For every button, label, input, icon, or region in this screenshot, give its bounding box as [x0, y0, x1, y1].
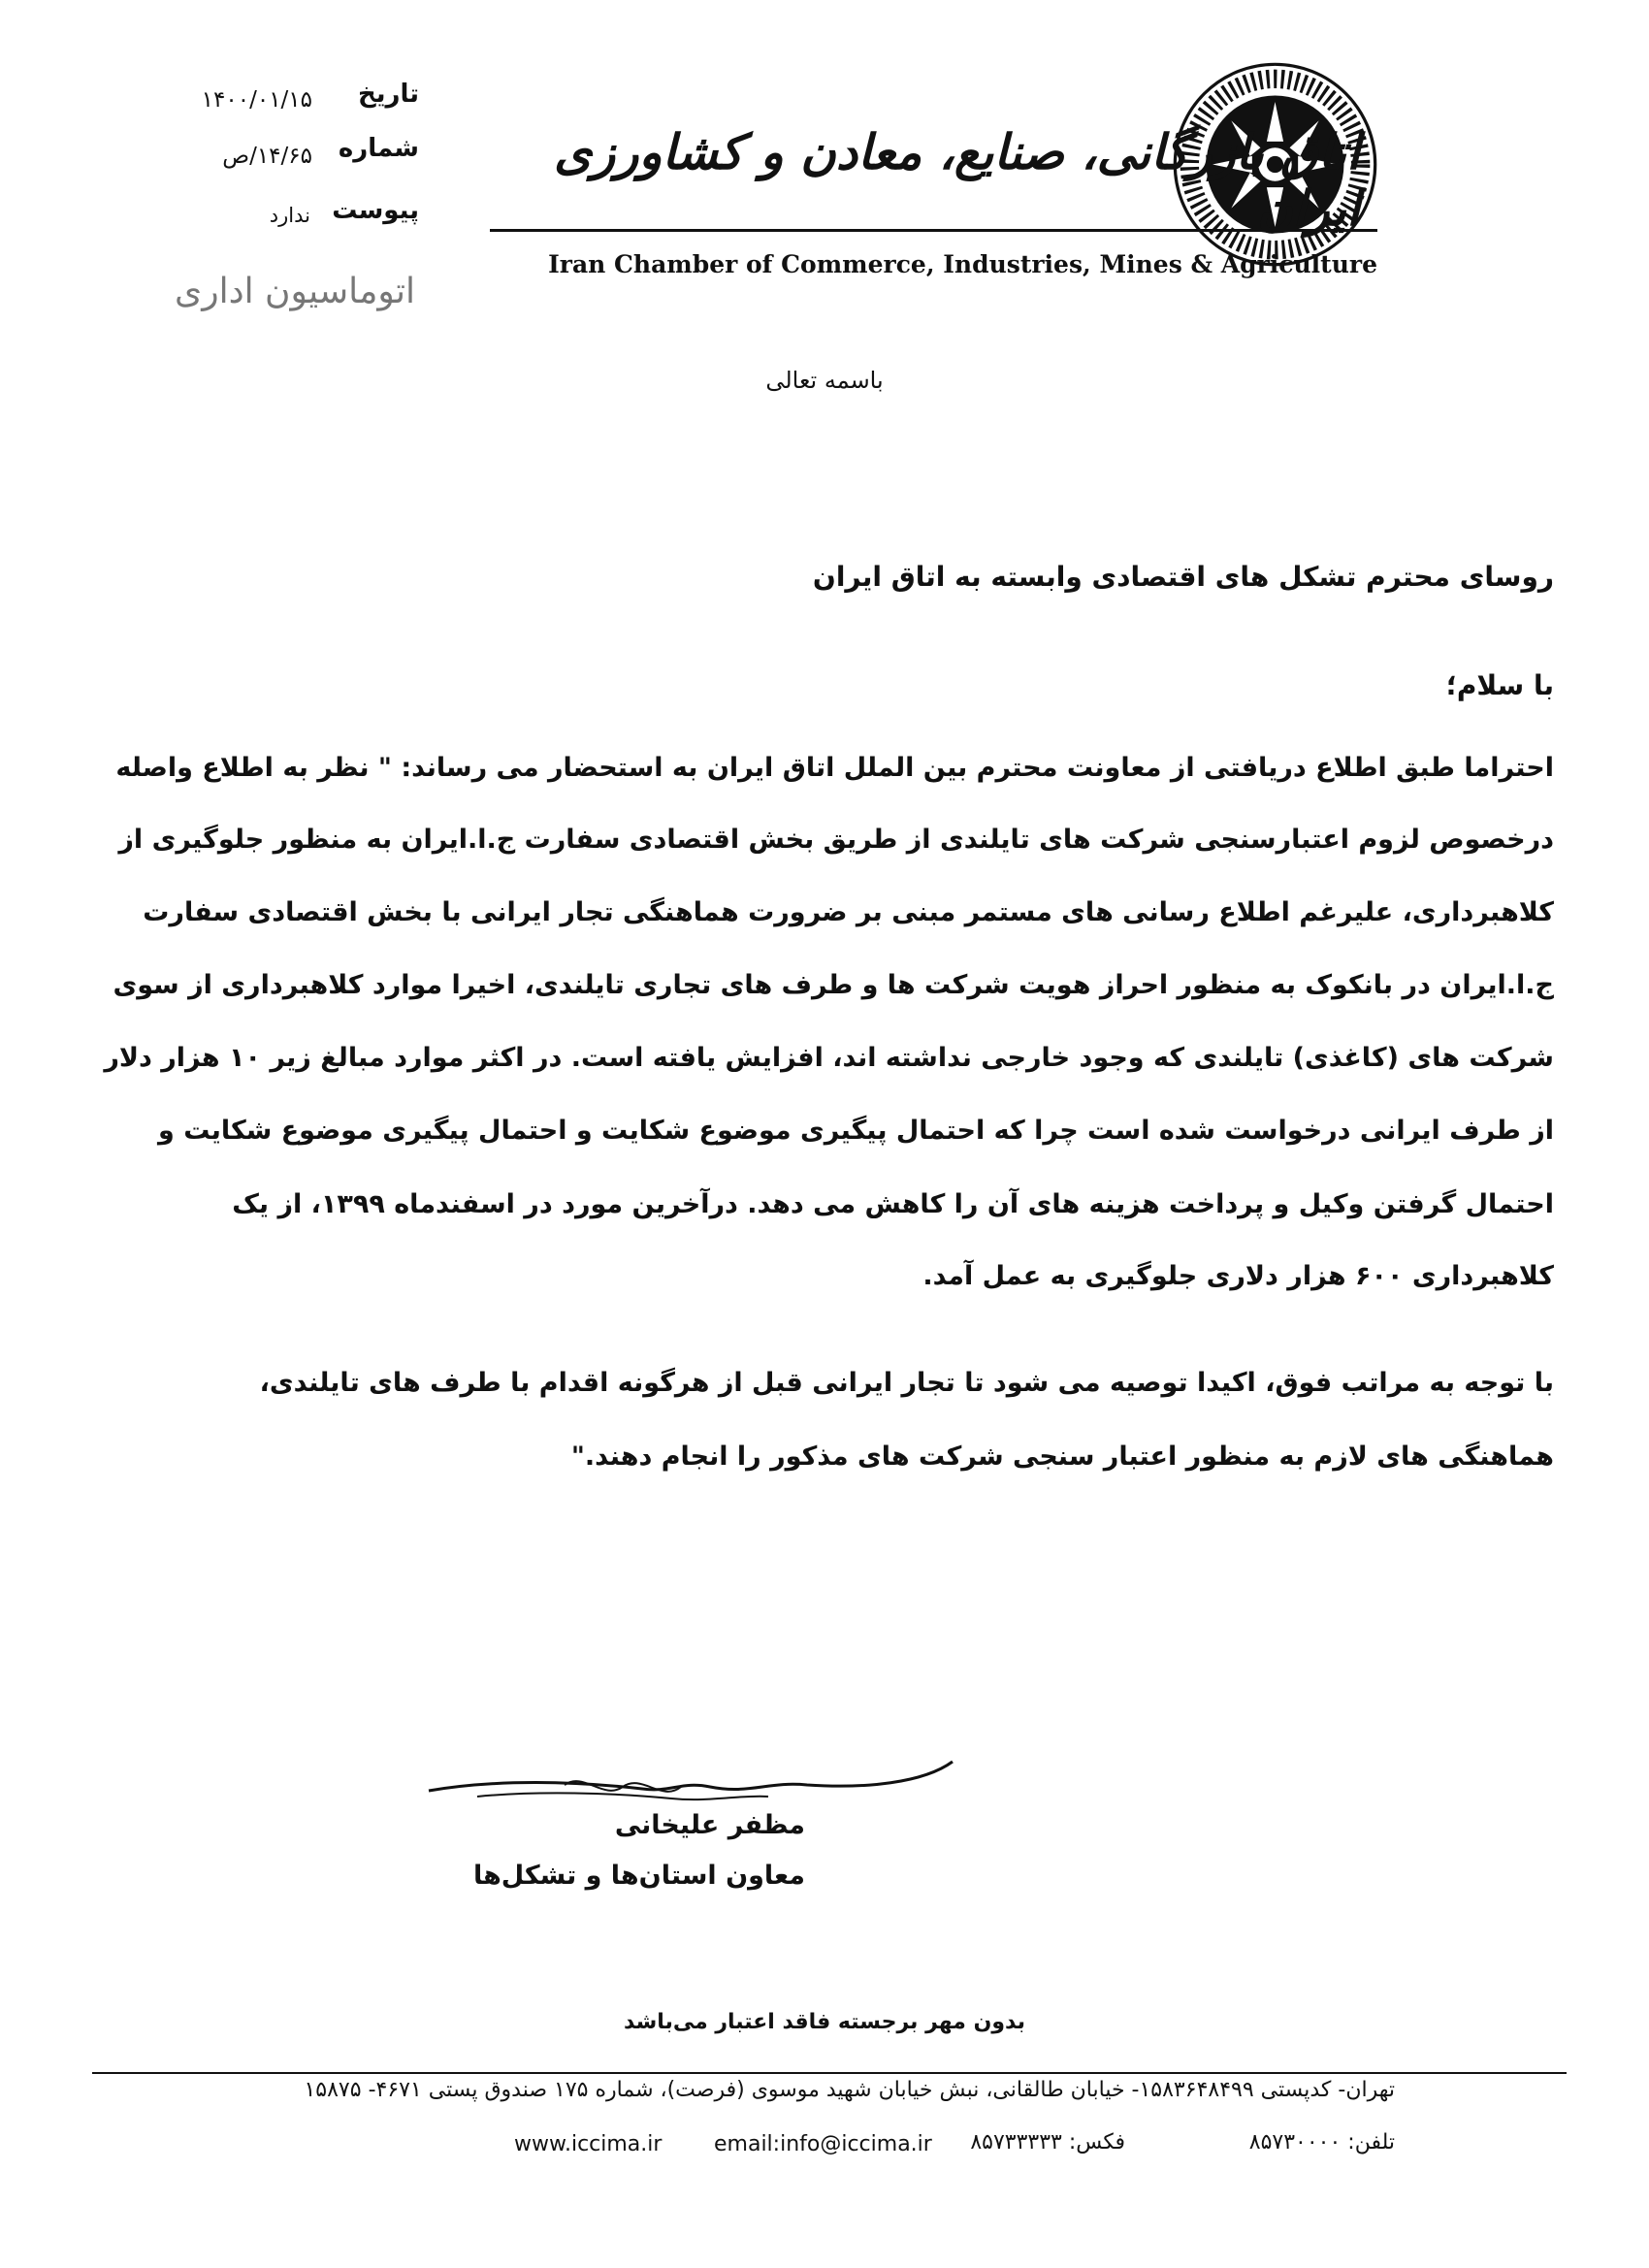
date-value: ۱۴۰۰/۰۱/۱۵ [201, 87, 312, 113]
body-line: احتمال گرفتن وکیل و پرداخت هزینه های آن را کاهش می دهد. درآخرین مورد در اسفندماه ۱۳۹۹، از یک [232, 1189, 1554, 1219]
date-label: تاریخ [358, 80, 419, 109]
body-line: از طرف ایرانی درخواست شده است چرا که احتمال پیگیری موضوع شکایت و احتمال پیگیری موضوع شکایت و [158, 1116, 1554, 1146]
basmala: باسمه تعالی [765, 367, 884, 394]
number-label: شماره [338, 134, 419, 163]
footer-phone: تلفن: ۸۵۷۳۰۰۰۰ [1248, 2130, 1395, 2155]
header-divider [490, 229, 1377, 232]
body-line: هماهنگی های لازم به منظور اعتبار سنجی شرکت های مذکور را انجام دهند." [570, 1442, 1554, 1472]
attachment-value: ندارد [269, 204, 310, 227]
footer-fax: فکس: ۸۵۷۳۳۳۳۳ [970, 2130, 1125, 2155]
office-automation-stamp: اتوماسیون اداری [175, 272, 415, 311]
number-value: ۱۴/۶۵/ص [222, 144, 312, 169]
greeting: با سلام؛ [1445, 669, 1554, 701]
body-line: درخصوص لزوم اعتبارسنجی شرکت های تایلندی از طریق بخش اقتصادی سفارت ج.ا.ایران به منظور جلوگیری از [118, 825, 1554, 855]
body-line: شرکت های (کاغذی) تایلندی که وجود خارجی نداشته اند، افزایش یافته است. در اکثر موارد مبالغ زیر ۱۰ هزار دلار [104, 1043, 1554, 1073]
body-line: کلاهبرداری، علیرغم اطلاع رسانی های مستمر مبنی بر ضرورت هماهنگی تجار ایرانی با بخش اقتصادی سفارت [143, 897, 1554, 927]
org-name-english: Iran Chamber of Commerce, Industries, Mines & Agriculture [548, 250, 1377, 278]
footer-email: email:info@iccima.ir [714, 2132, 932, 2156]
org-name-persian: اتاق بازرگانی، صنایع، معادن و کشاورزی ایران [553, 124, 1360, 237]
footer-address: تهران- کدپستی ۱۵۸۳۶۴۸۴۹۹- خیابان طالقانی، نبش خیابان شهید موسوی (فرصت)، شماره ۱۷۵ صندوق پستی ۴۶۷۱- ۱۵۸۷۵ [304, 2078, 1395, 2102]
recipient-line: روسای محترم تشکل های اقتصادی وابسته به اتاق ایران [812, 561, 1554, 593]
body-line: احتراما طبق اطلاع دریافتی از معاونت محترم بین الملل اتاق ایران به استحضار می رساند: " نظر به اطلاع واصله [115, 753, 1554, 783]
body-line: ج.ا.ایران در بانکوک به منظور احراز هویت شرکت ها و طرف های تجاری تایلندی، اخیرا موارد کلاهبرداری از سوی [113, 970, 1554, 1000]
validity-note: بدون مهر برجسته فاقد اعتبار می‌باشد [623, 2010, 1026, 2034]
attachment-label: پیوست [332, 196, 419, 225]
body-line: با توجه به مراتب فوق، اکیدا توصیه می شود تا تجار ایرانی قبل از هرگونه اقدام با طرف های تایلندی، [259, 1368, 1554, 1398]
footer-website: www.iccima.ir [514, 2132, 663, 2156]
body-line: کلاهبرداری ۶۰۰ هزار دلاری جلوگیری به عمل آمد. [922, 1261, 1554, 1291]
signer-title: معاون استان‌ها و تشکل‌ها [472, 1861, 805, 1891]
footer-divider [92, 2072, 1567, 2074]
signer-name: مظفر علیخانی [614, 1810, 805, 1840]
